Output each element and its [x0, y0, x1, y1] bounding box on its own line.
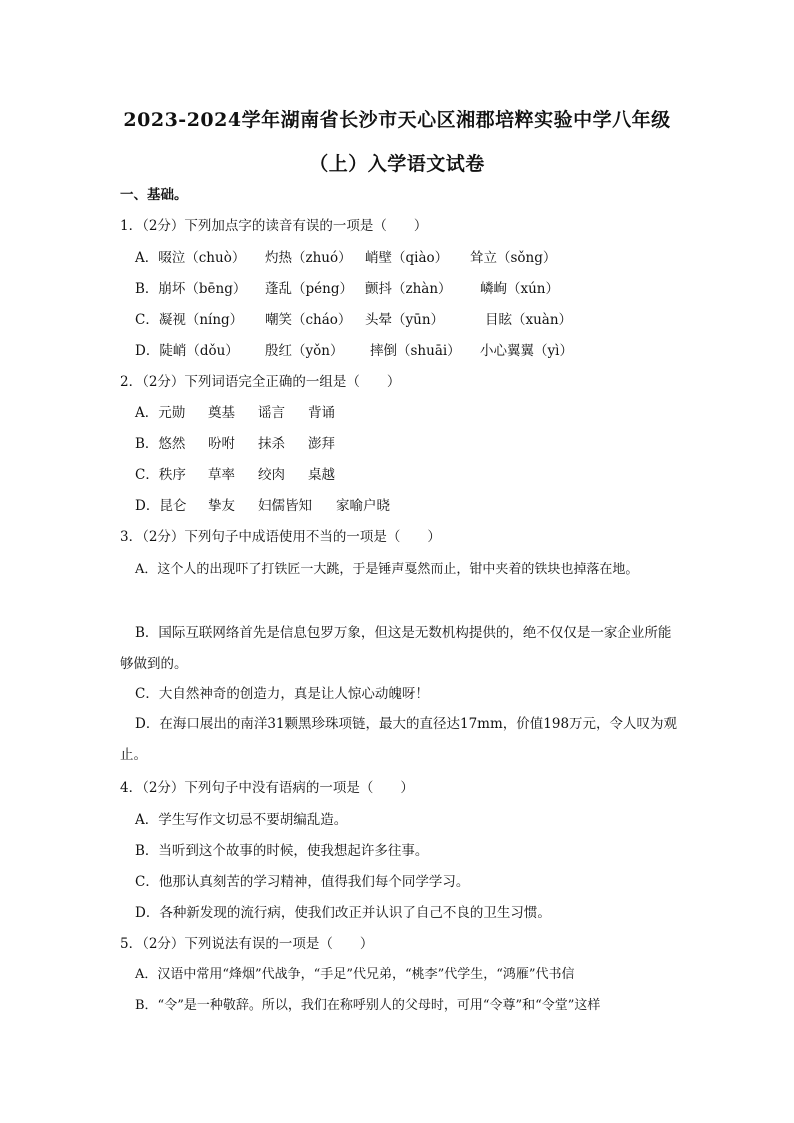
question-3-stem: 3．（2分）下列句子中成语使用不当的一项是（ ） — [120, 529, 441, 545]
question-3-option-d: D．在海口展出的南洋31颗黑珍珠项链，最大的直径达17mm，价值198万元，令人叹为观止。 — [120, 716, 678, 763]
option-term: 妇儒皆知 — [258, 498, 312, 514]
option-term: 摔倒（shuāi） — [370, 343, 461, 359]
exam-title-line2: （上）入学语文试卷 — [309, 153, 485, 175]
option-term: 绞肉 — [258, 467, 285, 483]
option-term: 颤抖（zhàn） — [365, 281, 452, 297]
question-4-option-a: A．学生写作文切忌不要胡编乱造。 — [135, 812, 348, 828]
option-term: 家喻户晓 — [336, 498, 390, 514]
question-1-option-c — [135, 311, 572, 329]
question-1-option-a — [135, 249, 556, 267]
question-3-option-b: B．国际互联网络首先是信息包罗万象，但这是无数机构提供的，绝不仅仅是一家企业所能够做到的。 — [120, 625, 672, 672]
question-1-option-d — [135, 342, 573, 360]
question-2-option-c — [135, 466, 335, 484]
option-term: 嘲笑（cháo） — [265, 312, 352, 328]
option-term: 耸立（sǒng） — [470, 250, 557, 266]
option-term: B．悠然 — [135, 436, 186, 452]
question-4-stem: 4．（2分）下列句子中没有语病的一项是（ ） — [120, 780, 414, 796]
option-term: C．秩序 — [135, 467, 186, 483]
question-2-option-a — [135, 404, 335, 422]
question-4-option-c: C．他那认真刻苦的学习精神，值得我们每个同学学习。 — [135, 874, 470, 890]
question-4-option-b: B．当听到这个故事的时候，使我想起许多往事。 — [135, 843, 429, 859]
question-5-stem: 5．（2分）下列说法有误的一项是（ ） — [120, 936, 374, 952]
option-term: B．崩坏（bēng） — [135, 281, 247, 297]
option-term: 殷红（yǒn） — [265, 343, 344, 359]
question-1-option-b — [135, 280, 559, 298]
question-2-option-b — [135, 435, 335, 453]
option-term: 挚友 — [208, 498, 235, 514]
option-term: 嶙峋（xún） — [480, 281, 560, 297]
option-term: A．元勋 — [135, 405, 186, 421]
question-4-option-d: D．各种新发现的流行病，使我们改正并认识了自己不良的卫生习惯。 — [135, 905, 551, 921]
question-3-option-c: C．大自然神奇的创造力，真是让人惊心动魄呀！ — [135, 686, 429, 702]
option-term: 谣言 — [258, 405, 285, 421]
option-term: 头晕（yūn） — [365, 312, 445, 328]
section-heading: 一、基础。 — [120, 187, 188, 203]
option-term: 抹杀 — [258, 436, 285, 452]
option-term: 吩咐 — [208, 436, 235, 452]
option-term: 奠基 — [208, 405, 235, 421]
option-term: 灼热（zhuó） — [265, 250, 352, 266]
exam-title-line1: 2023-2024学年湖南省长沙市天心区湘郡培粹实验中学八年级 — [123, 109, 671, 131]
question-3-option-a: A．这个人的出现吓了打铁匠一大跳，于是锤声戛然而止，钳中夹着的铁块也掉落在地。 — [135, 562, 639, 577]
option-term: A．啜泣（chuò） — [135, 250, 246, 266]
option-term: D．陡峭（dǒu） — [135, 343, 239, 359]
option-term: 目眩（xuàn） — [485, 312, 573, 328]
question-5-option-a: A．汉语中常用“烽烟”代战争，“手足”代兄弟，“桃李”代学生，“鸿雁”代书信 — [135, 967, 575, 982]
question-2-stem: 2．（2分）下列词语完全正确的一组是（ ） — [120, 374, 401, 390]
option-term: 蓬乱（péng） — [265, 281, 353, 297]
question-2-option-d — [135, 497, 390, 515]
question-1-stem: 1．（2分）下列加点字的读音有误的一项是（ ） — [120, 218, 428, 234]
option-term: 峭壁（qiào） — [365, 250, 449, 266]
option-term: 草率 — [208, 467, 235, 483]
question-5-option-b: B．“令”是一种敬辞。所以，我们在称呼别人的父母时，可用“令尊”和“令堂”这样 — [135, 998, 601, 1013]
option-term: 背诵 — [308, 405, 335, 421]
option-term: 桌越 — [308, 467, 335, 483]
option-term: C．凝视（níng） — [135, 312, 244, 328]
option-term: D．昆仑 — [135, 498, 187, 514]
option-term: 澎拜 — [308, 436, 335, 452]
option-term: 小心翼翼（yì） — [480, 343, 573, 359]
